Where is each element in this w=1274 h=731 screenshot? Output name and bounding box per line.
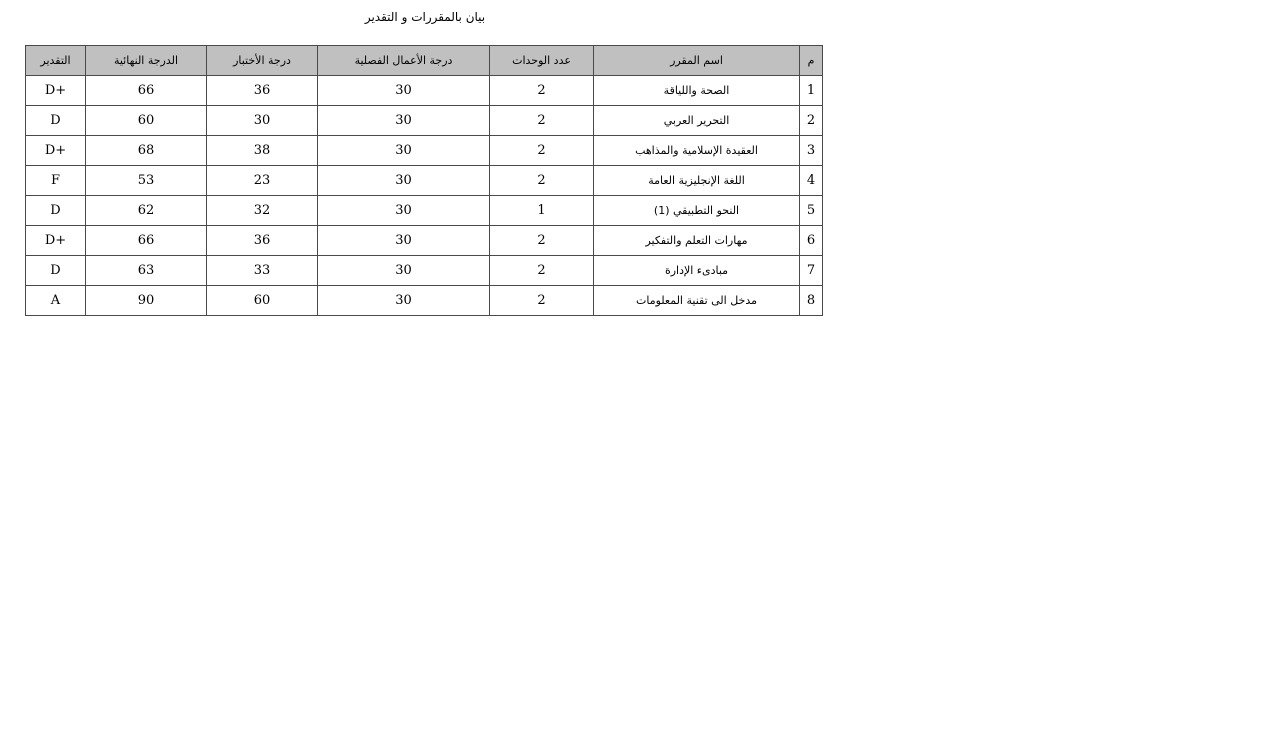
- coursework-score-cell: 30: [318, 286, 490, 316]
- final-score-cell: 63: [86, 256, 207, 286]
- row-number-cell: 8: [800, 286, 823, 316]
- row-number-cell: 2: [800, 106, 823, 136]
- row-number-cell: 5: [800, 196, 823, 226]
- final-score-cell: 66: [86, 76, 207, 106]
- final-score-cell: 53: [86, 166, 207, 196]
- header-exam-score: درجة الأختبار: [207, 46, 318, 76]
- exam-score-cell: 30: [207, 106, 318, 136]
- final-score-cell: 68: [86, 136, 207, 166]
- header-course-name: اسم المقرر: [594, 46, 800, 76]
- table-row: [26, 166, 823, 196]
- course-name-cell: اللغة الإنجليزية العامة: [594, 166, 800, 196]
- row-number-cell: 3: [800, 136, 823, 166]
- table-body: [26, 76, 823, 316]
- table-header-row: [26, 46, 823, 76]
- grade-cell: D: [26, 106, 86, 136]
- exam-score-cell: 60: [207, 286, 318, 316]
- header-number: م: [800, 46, 823, 76]
- course-name-cell: مبادىء الإدارة: [594, 256, 800, 286]
- coursework-score-cell: 30: [318, 256, 490, 286]
- grade-cell: A: [26, 286, 86, 316]
- table-row: [26, 136, 823, 166]
- grade-cell: F: [26, 166, 86, 196]
- exam-score-cell: 38: [207, 136, 318, 166]
- final-score-cell: 66: [86, 226, 207, 256]
- grade-cell: D+: [26, 136, 86, 166]
- table-row: [26, 76, 823, 106]
- table-row: [26, 106, 823, 136]
- units-cell: 2: [490, 136, 594, 166]
- course-name-cell: مدخل الى تقنية المعلومات: [594, 286, 800, 316]
- exam-score-cell: 23: [207, 166, 318, 196]
- exam-score-cell: 33: [207, 256, 318, 286]
- final-score-cell: 60: [86, 106, 207, 136]
- row-number-cell: 4: [800, 166, 823, 196]
- exam-score-cell: 36: [207, 226, 318, 256]
- course-name-cell: مهارات التعلم والتفكير: [594, 226, 800, 256]
- grade-cell: D: [26, 256, 86, 286]
- units-cell: 2: [490, 226, 594, 256]
- coursework-score-cell: 30: [318, 76, 490, 106]
- units-cell: 2: [490, 76, 594, 106]
- exam-score-cell: 36: [207, 76, 318, 106]
- course-name-cell: النحو التطبيقي (1): [594, 196, 800, 226]
- header-grade: التقدير: [26, 46, 86, 76]
- header-final-score: الدرجة النهائية: [86, 46, 207, 76]
- header-coursework-score: درجة الأعمال الفصلية: [318, 46, 490, 76]
- row-number-cell: 7: [800, 256, 823, 286]
- table-row: [26, 256, 823, 286]
- units-cell: 2: [490, 106, 594, 136]
- final-score-cell: 62: [86, 196, 207, 226]
- row-number-cell: 1: [800, 76, 823, 106]
- units-cell: 1: [490, 196, 594, 226]
- course-name-cell: العقيدة الإسلامية والمذاهب: [594, 136, 800, 166]
- course-name-cell: الصحة واللياقة: [594, 76, 800, 106]
- final-score-cell: 90: [86, 286, 207, 316]
- coursework-score-cell: 30: [318, 196, 490, 226]
- units-cell: 2: [490, 166, 594, 196]
- coursework-score-cell: 30: [318, 136, 490, 166]
- course-name-cell: التحرير العربي: [594, 106, 800, 136]
- grade-cell: D: [26, 196, 86, 226]
- units-cell: 2: [490, 256, 594, 286]
- table-row: [26, 196, 823, 226]
- row-number-cell: 6: [800, 226, 823, 256]
- header-units: عدد الوحدات: [490, 46, 594, 76]
- grade-cell: D+: [26, 226, 86, 256]
- coursework-score-cell: 30: [318, 166, 490, 196]
- table-row: [26, 226, 823, 256]
- coursework-score-cell: 30: [318, 106, 490, 136]
- units-cell: 2: [490, 286, 594, 316]
- grades-table: [25, 45, 823, 316]
- grade-cell: D+: [26, 76, 86, 106]
- report-title: بيان بالمقررات و التقدير: [364, 10, 486, 24]
- coursework-score-cell: 30: [318, 226, 490, 256]
- exam-score-cell: 32: [207, 196, 318, 226]
- table-row: [26, 286, 823, 316]
